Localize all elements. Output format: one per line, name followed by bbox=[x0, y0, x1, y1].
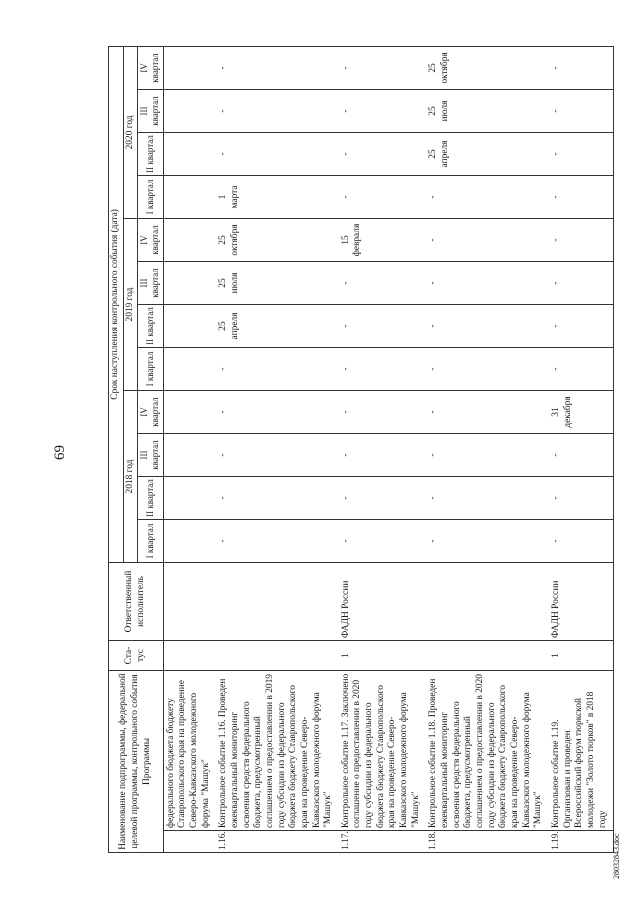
deadline-cell: - bbox=[216, 46, 339, 89]
responsible-executor bbox=[216, 563, 339, 641]
deadline-cell: - bbox=[339, 262, 427, 305]
deadline-cell bbox=[163, 520, 216, 563]
deadline-cell: - bbox=[339, 133, 427, 176]
deadline-cell: - bbox=[549, 133, 614, 176]
header-deadline: Срок наступления контрольного события (дата) bbox=[109, 46, 124, 562]
header-quarter: IV квартал bbox=[138, 391, 163, 434]
deadline-cell: - bbox=[426, 520, 549, 563]
control-events-table bbox=[108, 46, 614, 853]
deadline-cell: - bbox=[216, 391, 339, 434]
event-name: Контрольное событие 1.18. Проведен ежеквартальный мониторинг освоения средств федерального бюджета, предусмотренный соглашением о предоставлении в 2020 году субсидии из федерального бюджета бюджету Ставропольского края на проведение Северо-Кавказского молодежного форума "Машук" bbox=[426, 671, 549, 831]
deadline-cell: 1 марта bbox=[216, 176, 339, 219]
deadline-cell: - bbox=[426, 305, 549, 348]
deadline-cell bbox=[163, 133, 216, 176]
deadline-cell: - bbox=[339, 434, 427, 477]
deadline-cell: - bbox=[216, 348, 339, 391]
deadline-cell: - bbox=[549, 46, 614, 89]
deadline-cell bbox=[163, 305, 216, 348]
event-status bbox=[163, 641, 216, 671]
deadline-cell: 25 октября bbox=[426, 46, 549, 89]
deadline-cell: 25 июля bbox=[216, 262, 339, 305]
event-name: Контрольное событие 1.17. Заключено соглашение о предоставлении в 2020 году субсидии из федерального бюджета бюджету Ставропольского края на проведение Северо-Кавказского молодежного форума "Машук" bbox=[339, 671, 427, 831]
deadline-cell: - bbox=[426, 262, 549, 305]
deadline-cell: - bbox=[339, 348, 427, 391]
deadline-cell: - bbox=[549, 520, 614, 563]
deadline-cell: - bbox=[426, 434, 549, 477]
deadline-cell: - bbox=[426, 348, 549, 391]
event-name: Контрольное событие 1.19. Организован и проведен Всероссийский форум тюркской молодежи "Золото тюрков" в 2018 году bbox=[549, 671, 614, 831]
deadline-cell bbox=[163, 219, 216, 262]
header-quarter: III квартал bbox=[138, 434, 163, 477]
deadline-cell: - bbox=[339, 477, 427, 520]
header-executor: Ответственный исполнитель bbox=[109, 563, 164, 641]
row-number: 1.16. bbox=[216, 831, 339, 853]
header-year-2019: 2019 год bbox=[123, 219, 138, 391]
deadline-cell: - bbox=[339, 391, 427, 434]
header-quarter: II квартал bbox=[138, 305, 163, 348]
table-row bbox=[549, 46, 614, 852]
responsible-executor bbox=[163, 563, 216, 641]
header-quarter: II квартал bbox=[138, 133, 163, 176]
header-quarter: IV квартал bbox=[138, 46, 163, 89]
deadline-cell bbox=[163, 391, 216, 434]
deadline-cell: - bbox=[339, 305, 427, 348]
deadline-cell: - bbox=[549, 305, 614, 348]
deadline-cell: - bbox=[339, 176, 427, 219]
deadline-cell: - bbox=[216, 477, 339, 520]
deadline-cell: 31 декабря bbox=[549, 391, 614, 434]
deadline-cell: - bbox=[216, 133, 339, 176]
deadline-cell: - bbox=[426, 176, 549, 219]
file-name: 28032843.doc bbox=[612, 833, 621, 879]
header-year-2018: 2018 год bbox=[123, 391, 138, 563]
header-status: Ста- тус bbox=[109, 641, 164, 671]
table-row bbox=[216, 46, 339, 852]
header-quarter: III квартал bbox=[138, 262, 163, 305]
responsible-executor: ФАДН России bbox=[549, 563, 614, 641]
header-quarter: I квартал bbox=[138, 520, 163, 563]
deadline-cell: 25 апреля bbox=[216, 305, 339, 348]
deadline-cell: - bbox=[549, 477, 614, 520]
event-status bbox=[426, 641, 549, 671]
deadline-cell: - bbox=[549, 219, 614, 262]
deadline-cell bbox=[163, 262, 216, 305]
deadline-cell: - bbox=[549, 176, 614, 219]
header-quarter: IV квартал bbox=[138, 219, 163, 262]
header-year-2020: 2020 год bbox=[123, 46, 138, 218]
header-quarter: III квартал bbox=[138, 90, 163, 133]
event-status bbox=[216, 641, 339, 671]
deadline-cell bbox=[163, 176, 216, 219]
row-number: 1.18. bbox=[426, 831, 549, 853]
table-body bbox=[163, 46, 614, 852]
deadline-cell bbox=[163, 348, 216, 391]
event-status: 1 bbox=[549, 641, 614, 671]
deadline-cell bbox=[163, 46, 216, 89]
header-quarter: I квартал bbox=[138, 176, 163, 219]
deadline-cell bbox=[163, 90, 216, 133]
deadline-cell: - bbox=[216, 520, 339, 563]
table-row bbox=[163, 46, 216, 852]
header-quarter: II квартал bbox=[138, 477, 163, 520]
deadline-cell bbox=[163, 434, 216, 477]
deadline-cell: - bbox=[339, 46, 427, 89]
header-name: Наименование подпрограммы, федеральной целевой программы, контрольного события Программы bbox=[109, 671, 164, 853]
row-number bbox=[163, 831, 216, 853]
table-row bbox=[339, 46, 427, 852]
deadline-cell: - bbox=[549, 434, 614, 477]
deadline-cell: - bbox=[216, 434, 339, 477]
deadline-cell: - bbox=[549, 262, 614, 305]
deadline-cell: 25 июля bbox=[426, 90, 549, 133]
row-number: 1.17. bbox=[339, 831, 427, 853]
responsible-executor bbox=[426, 563, 549, 641]
event-name: Контрольное событие 1.16. Проведен ежеквартальный мониторинг освоения средств федерального бюджета, предусмотренный соглашением о предоставлении в 2019 году субсидии из федерального бюджета бюджету Ставропольского края на проведение Северо-Кавказского молодежного форума "Машук" bbox=[216, 671, 339, 831]
deadline-cell: - bbox=[426, 391, 549, 434]
deadline-cell: - bbox=[426, 219, 549, 262]
event-name: федерального бюджета бюджету Ставропольского края на проведение Северо-Кавказского молодежного форума "Машук" bbox=[163, 671, 216, 831]
deadline-cell: 25 октября bbox=[216, 219, 339, 262]
responsible-executor: ФАДН России bbox=[339, 563, 427, 641]
deadline-cell bbox=[163, 477, 216, 520]
deadline-cell: 25 апреля bbox=[426, 133, 549, 176]
deadline-cell: 15 февраля bbox=[339, 219, 427, 262]
deadline-cell: - bbox=[426, 477, 549, 520]
event-status: 1 bbox=[339, 641, 427, 671]
table-row bbox=[426, 46, 549, 852]
deadline-cell: - bbox=[339, 90, 427, 133]
deadline-cell: - bbox=[549, 348, 614, 391]
deadline-cell: - bbox=[216, 90, 339, 133]
deadline-cell: - bbox=[549, 90, 614, 133]
deadline-cell: - bbox=[339, 520, 427, 563]
page-number: 69 bbox=[52, 445, 68, 460]
row-number: 1.19. bbox=[549, 831, 614, 853]
header-quarter: I квартал bbox=[138, 348, 163, 391]
